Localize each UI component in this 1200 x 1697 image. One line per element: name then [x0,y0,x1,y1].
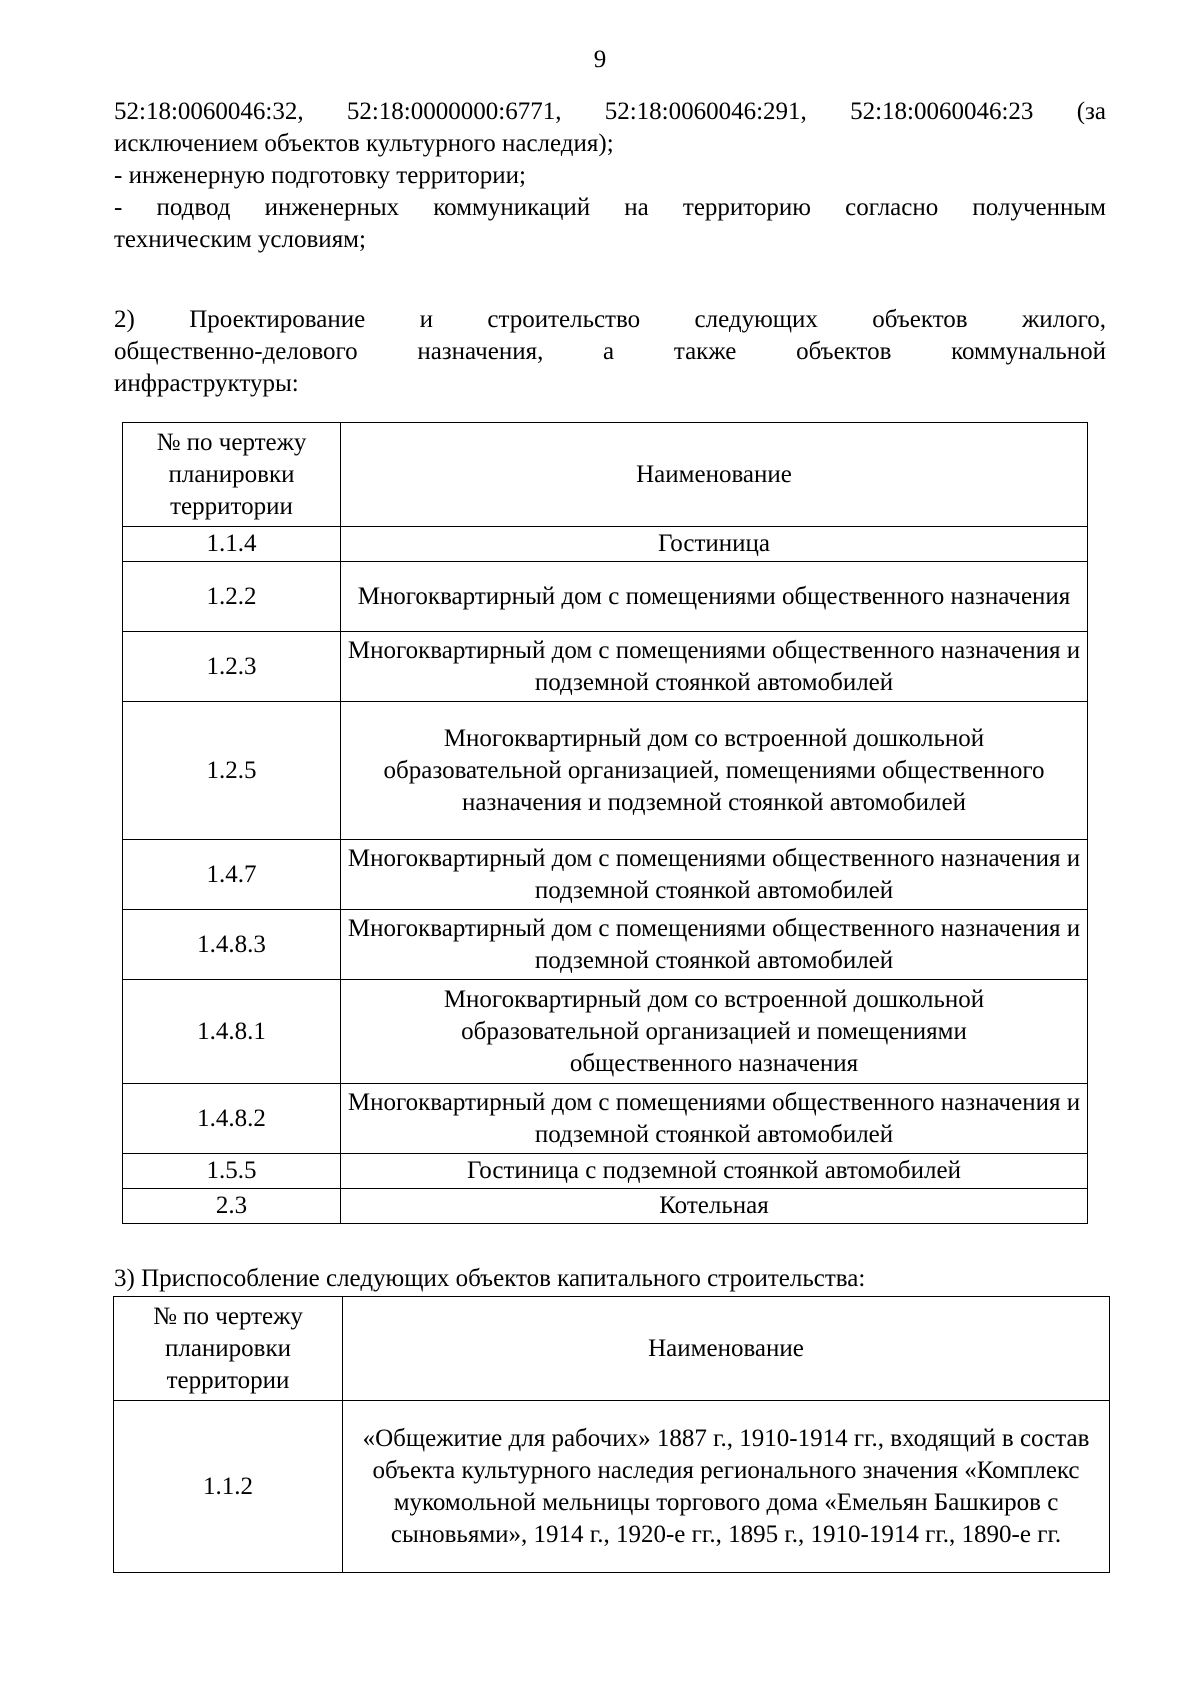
header-name: Наименование [341,423,1088,527]
row-number: 1.4.8.3 [123,910,341,980]
page-number: 9 [593,46,607,73]
header-drawing-number: № по чертежу планировки территории [123,423,341,527]
table-header-row [123,423,1088,527]
intro-line-exclusion: исключением объектов культурного наследия); [114,130,614,157]
row-name: «Общежитие для рабочих» 1887 г., 1910-1914 гг., входящий в состав объекта культурного наследия регионального значения «Комплекс мукомольной мельницы торгового дома «Емельян Башкиров с сыновьями», 1914 г., 1920-е гг., 1895 г., 1910-1914 гг., 1890-е гг. [343,1401,1110,1573]
row-name: Многоквартирный дом с помещениями общественного назначения и подземной стоянкой автомобилей [341,840,1088,910]
intro-line-conditions: техническим условиям; [114,226,366,253]
intro-line-communications: - подвод инженерных коммуникаций на территорию согласно полученным [114,194,1106,221]
row-number: 1.2.2 [123,562,341,632]
table-row [123,527,1088,562]
section-2-heading [114,304,1106,400]
row-name: Многоквартирный дом с помещениями общественного назначения и подземной стоянкой автомобилей [341,632,1088,702]
row-number: 1.2.5 [123,702,341,840]
table-row [123,910,1088,980]
row-number: 1.4.8.2 [123,1084,341,1154]
row-number: 1.5.5 [123,1154,341,1189]
row-name: Многоквартирный дом с помещениями общественного назначения и подземной стоянкой автомобилей [341,910,1088,980]
table-row [123,1084,1088,1154]
table-row [123,980,1088,1084]
intro-paragraph [114,96,1106,256]
table-header-row [114,1297,1110,1401]
row-name: Гостиница с подземной стоянкой автомобилей [341,1154,1088,1189]
row-name: Котельная [341,1189,1088,1224]
table-row [123,1189,1088,1224]
row-number: 1.2.3 [123,632,341,702]
row-name: Многоквартирный дом с помещениями общественного назначения и подземной стоянкой автомобилей [341,1084,1088,1154]
section-3-heading [114,1263,1106,1295]
table-row [123,632,1088,702]
table-row [123,562,1088,632]
row-name: Гостиница [341,527,1088,562]
header-drawing-number: № по чертежу планировки территории [114,1297,343,1401]
intro-line-engineering: - инженерную подготовку территории; [114,162,526,189]
section-3-heading-text: 3) Приспособление следующих объектов капитального строительства: [114,1265,866,1292]
table-row [114,1401,1110,1573]
row-number: 1.1.2 [114,1401,343,1573]
section-2-line-2: общественно-делового назначения, а также объектов коммунальной [114,338,1106,365]
row-name: Многоквартирный дом со встроенной дошкольной образовательной организацией и помещениями общественного назначения [341,980,1088,1084]
table-row [123,840,1088,910]
intro-line-cadastral: 52:18:0060046:32, 52:18:0000000:6771, 52:18:0060046:291, 52:18:0060046:23 (за [114,98,1106,125]
row-number: 1.4.7 [123,840,341,910]
table-adaptation-objects [113,1296,1110,1573]
section-2-line-1: 2) Проектирование и строительство следующих объектов жилого, [114,306,1106,333]
section-2-line-3: инфраструктуры: [114,370,299,397]
table-construction-objects [122,422,1088,1224]
row-number: 2.3 [123,1189,341,1224]
table-row [123,1154,1088,1189]
row-name: Многоквартирный дом со встроенной дошкольной образовательной организацией, помещениями общественного назначения и подземной стоянкой автомобилей [341,702,1088,840]
row-number: 1.1.4 [123,527,341,562]
table-row [123,702,1088,840]
row-name: Многоквартирный дом с помещениями общественного назначения [341,562,1088,632]
row-number: 1.4.8.1 [123,980,341,1084]
header-name: Наименование [343,1297,1110,1401]
